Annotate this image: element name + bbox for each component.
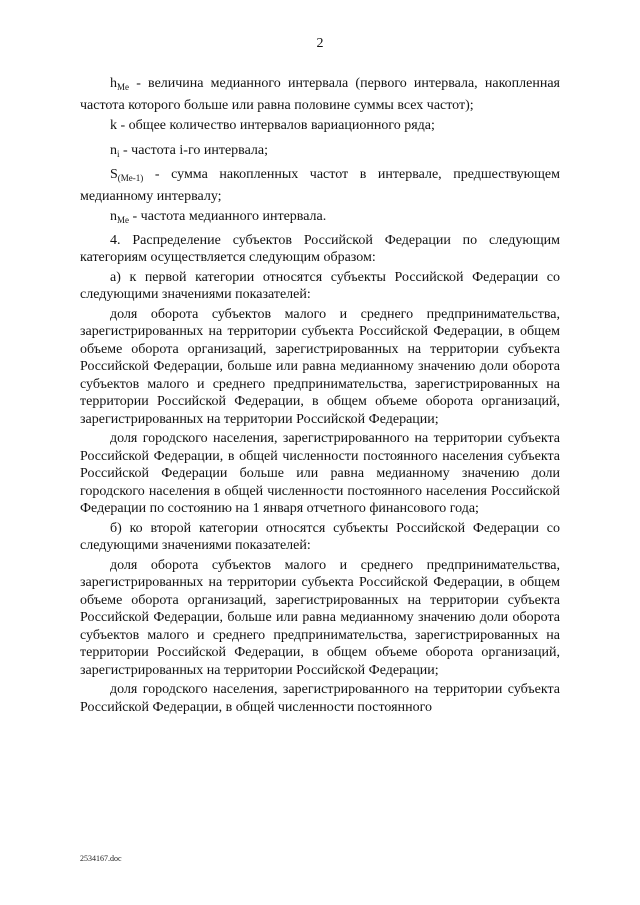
- symbol-subscript: Me: [117, 215, 129, 225]
- definition-text: - частота i-го интервала;: [119, 142, 269, 158]
- paragraph-4: 4. Распределение субъектов Российской Федерации по следующим категориям осуществляется следующим образом:: [80, 232, 560, 265]
- definition-text: - величина медианного интервала (первого интервала, накопленная частота которого больше или равна половине суммы всех частот);: [80, 76, 560, 113]
- definition-k: [80, 117, 560, 139]
- paragraph-category-a: а) к первой категории относятся субъекты Российской Федерации со следующими значениями показателей:: [80, 269, 560, 302]
- symbol-subscript: i: [117, 148, 120, 159]
- definition-s-me-1: [80, 166, 560, 205]
- definition-n-me: [80, 208, 560, 230]
- definition-text: - сумма накопленных частот в интервале, предшествующем медианному интервалу;: [80, 167, 560, 204]
- definition-text: - общее количество интервалов вариационного ряда;: [117, 118, 435, 133]
- paragraph-b-urban: доля городского населения, зарегистрированного на территории субъекта Российской Федерации, в общей численности постоянного: [80, 682, 560, 715]
- definition-text: - частота медианного интервала.: [129, 209, 327, 224]
- symbol-subscript: (Me-1): [117, 173, 144, 183]
- paragraph-category-b: б) ко второй категории относятся субъекты Российской Федерации со следующими значениями показателей:: [80, 520, 560, 553]
- symbol-subscript: Me: [117, 82, 129, 92]
- file-name-footer: 2534167.doc: [80, 854, 122, 863]
- symbol: n: [110, 142, 117, 158]
- symbol: n: [110, 209, 117, 224]
- symbol: S: [110, 167, 118, 182]
- paragraph-b-turnover: доля оборота субъектов малого и среднего предпринимательства, зарегистрированных на территории субъекта Российской Федерации, в общем объеме оборота организаций, зарегистрированных на территории субъекта Российской Федерации, больше или равна медианному значению доли оборота субъектов малого и среднего предпринимательства, зарегистрированных на территории Российской Федерации, в общем объеме оборота организаций, зарегистрированных на территории Российской Федерации;: [80, 557, 560, 678]
- paragraph-a-urban: доля городского населения, зарегистрированного на территории субъекта Российской Федерации, в общей численности постоянного населения субъекта Российской Федерации больше или равна медианному значению доли городского населения в общей численности постоянного населения Российской Федерации по состоянию на 1 января отчетного финансового года;: [80, 431, 560, 516]
- paragraph-a-turnover: доля оборота субъектов малого и среднего предпринимательства, зарегистрированных на территории субъекта Российской Федерации, в общем объеме оборота организаций, зарегистрированных на территории субъекта Российской Федерации, больше или равна медианному значению доли оборота субъектов малого и среднего предпринимательства, зарегистрированных на территории Российской Федерации, в общем объеме оборота организаций, зарегистрированных на территории Российской Федерации;: [80, 306, 560, 427]
- document-body: [80, 75, 560, 718]
- page-number: 2: [316, 36, 324, 51]
- symbol: h: [110, 76, 117, 91]
- symbol: k: [110, 118, 117, 133]
- definition-n-i: [80, 142, 560, 164]
- definition-h-me: [80, 75, 560, 114]
